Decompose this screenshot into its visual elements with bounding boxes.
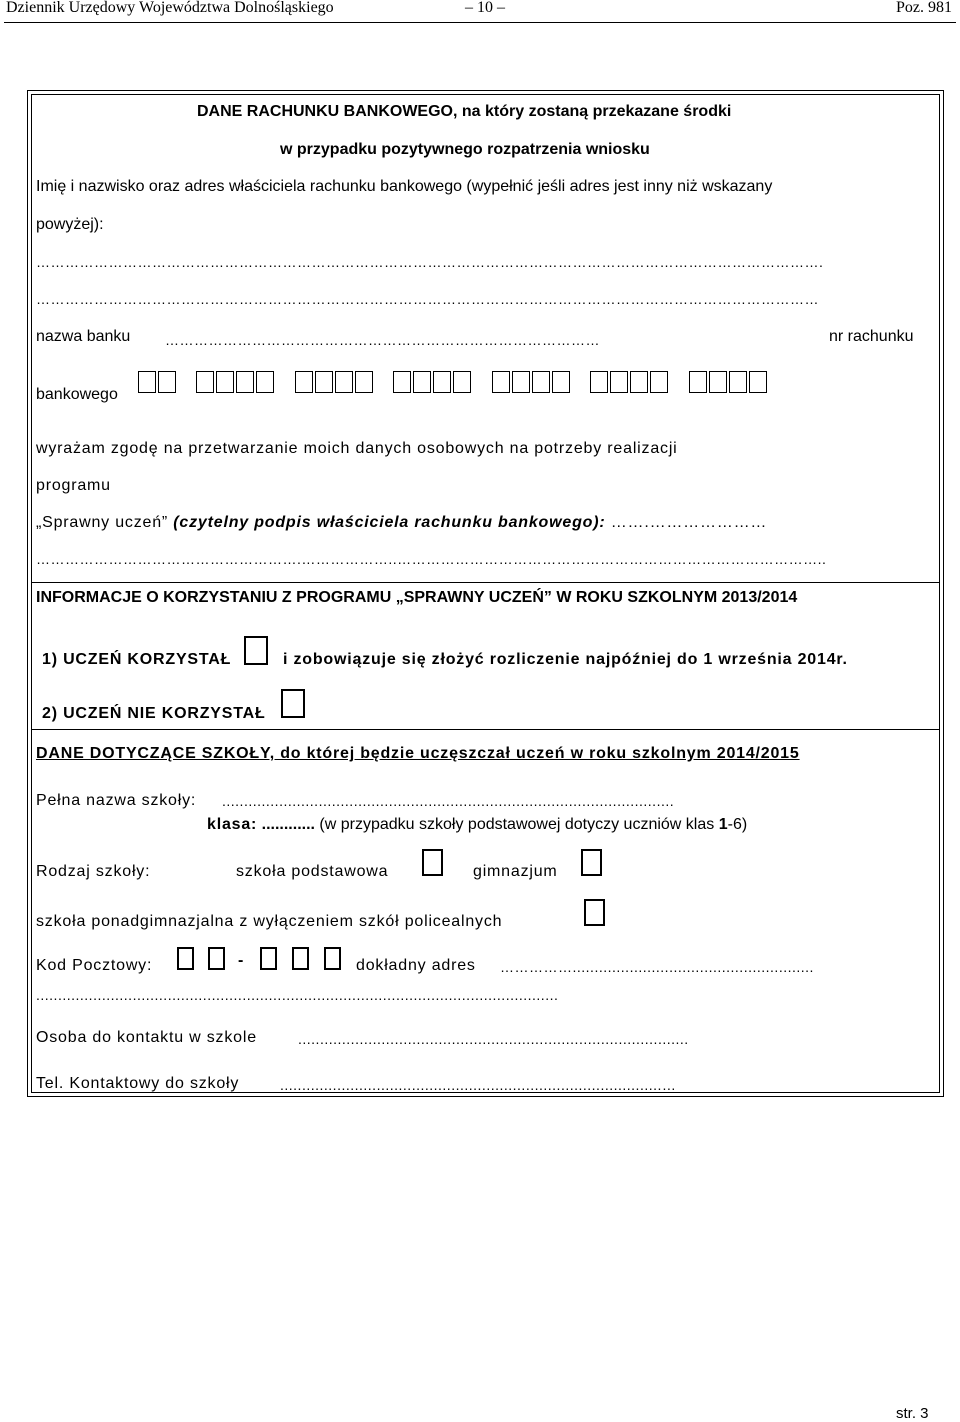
postal-dash: -	[238, 952, 244, 969]
option-not-used: 2) UCZEŃ NIE KORZYSTAŁ	[42, 705, 266, 722]
owner-label-2: powyżej):	[36, 216, 104, 233]
type-gym-label: gimnazjum	[473, 863, 558, 880]
consent-text-3	[36, 514, 767, 532]
address-field-2[interactable]: .......................................................................................................................	[36, 988, 559, 1002]
class-line	[207, 816, 747, 834]
school-type-label: Rodzaj szkoły:	[36, 863, 151, 880]
form-frame	[27, 90, 944, 1097]
owner-dots-1[interactable]: ……………………………………………………………………………………………………………………………………………….	[36, 255, 824, 269]
position-number: Poz. 981	[896, 0, 952, 16]
bank-title-2: w przypadku pozytywnego rozpatrzenia wniosku	[280, 141, 650, 158]
class-field[interactable]: ............	[261, 816, 315, 833]
postal-code-label: Kod Pocztowy:	[36, 957, 153, 974]
postal-box-5[interactable]	[324, 947, 341, 970]
header-rule	[4, 22, 956, 23]
page-header	[0, 0, 960, 23]
option-used: 1) UCZEŃ KORZYSTAŁ	[42, 651, 232, 668]
owner-dots-2[interactable]: ………………………………………………………………………………………………………………………………………………	[36, 292, 819, 306]
school-name-field[interactable]: .......................................................................................................	[222, 794, 675, 808]
type-primary-label: szkoła podstawowa	[236, 863, 389, 880]
signature-label: (czytelny podpis właściciela rachunku bankowego):	[173, 514, 606, 531]
class-note-number: 1	[718, 816, 728, 833]
school-phone-field[interactable]: .......................................................................................…	[280, 1078, 677, 1092]
account-number-boxes[interactable]	[138, 371, 769, 393]
postal-box-1[interactable]	[177, 947, 194, 970]
checkbox-gym[interactable]	[581, 849, 602, 876]
account-label: nr rachunku	[829, 328, 914, 345]
info-title: INFORMACJE O KORZYSTANIU Z PROGRAMU „SPRAWNY UCZEŃ” W ROKU SZKOLNYM 2013/2014	[36, 589, 798, 606]
program-name: „Sprawny uczeń”	[36, 514, 169, 531]
school-title: DANE DOTYCZĄCE SZKOŁY, do której będzie uczęszczał uczeń w roku szkolnym 2014/2015	[36, 745, 800, 762]
option-used-note: i zobowiązuje się złożyć rozliczenie najpóźniej do 1 września 2014r.	[283, 651, 848, 668]
postal-box-2[interactable]	[208, 947, 225, 970]
checkbox-not-used[interactable]	[281, 689, 305, 718]
bank-name-field[interactable]: ………………………………………………………………………………	[165, 333, 600, 347]
checkbox-used[interactable]	[244, 636, 268, 665]
school-phone-label: Tel. Kontaktowy do szkoły	[36, 1075, 240, 1092]
consent-text-2: programu	[36, 477, 111, 494]
address-label: dokładny adres	[356, 957, 476, 974]
checkbox-upper[interactable]	[584, 899, 605, 926]
section-divider-1	[32, 582, 939, 583]
postal-box-3[interactable]	[260, 947, 277, 970]
consent-text-1: wyrażam zgodę na przetwarzanie moich danych osobowych na potrzeby realizacji	[36, 440, 678, 457]
class-note: (w przypadku szkoły podstawowej dotyczy uczniów klas	[319, 816, 719, 833]
form-inner	[31, 94, 940, 1093]
account-label-2: bankowego	[36, 386, 118, 403]
owner-label-1: Imię i nazwisko oraz adres właściciela rachunku bankowego (wypełnić jeśli adres jest inny niż wskazany	[36, 178, 773, 195]
class-label: klasa:	[207, 816, 258, 833]
postal-box-4[interactable]	[292, 947, 309, 970]
bank-name-label: nazwa banku	[36, 328, 131, 345]
signature-dots-2[interactable]: ……………………………………………….………………..……………………………………………………………………………..	[36, 552, 827, 566]
page-number: – 10 –	[465, 0, 505, 16]
address-field[interactable]: …………….......................................................	[500, 960, 814, 974]
page-footer: str. 3	[896, 1405, 929, 1422]
type-upper-label: szkoła ponadgimnazjalna z wyłączeniem szkół policealnych	[36, 913, 503, 930]
contact-person-label: Osoba do kontaktu w szkole	[36, 1029, 257, 1046]
bank-title-1: DANE RACHUNKU BANKOWEGO, na który zostaną przekazane środki	[197, 103, 732, 120]
class-note-end: -6)	[727, 816, 748, 833]
contact-person-field[interactable]: .........................................................................................	[298, 1032, 689, 1046]
checkbox-primary[interactable]	[422, 849, 443, 876]
signature-dots[interactable]: …….…………………	[610, 514, 768, 531]
journal-title: Dziennik Urzędowy Województwa Dolnośląskiego	[6, 0, 334, 16]
section-divider-2	[32, 729, 939, 730]
school-name-label: Pełna nazwa szkoły:	[36, 792, 197, 809]
